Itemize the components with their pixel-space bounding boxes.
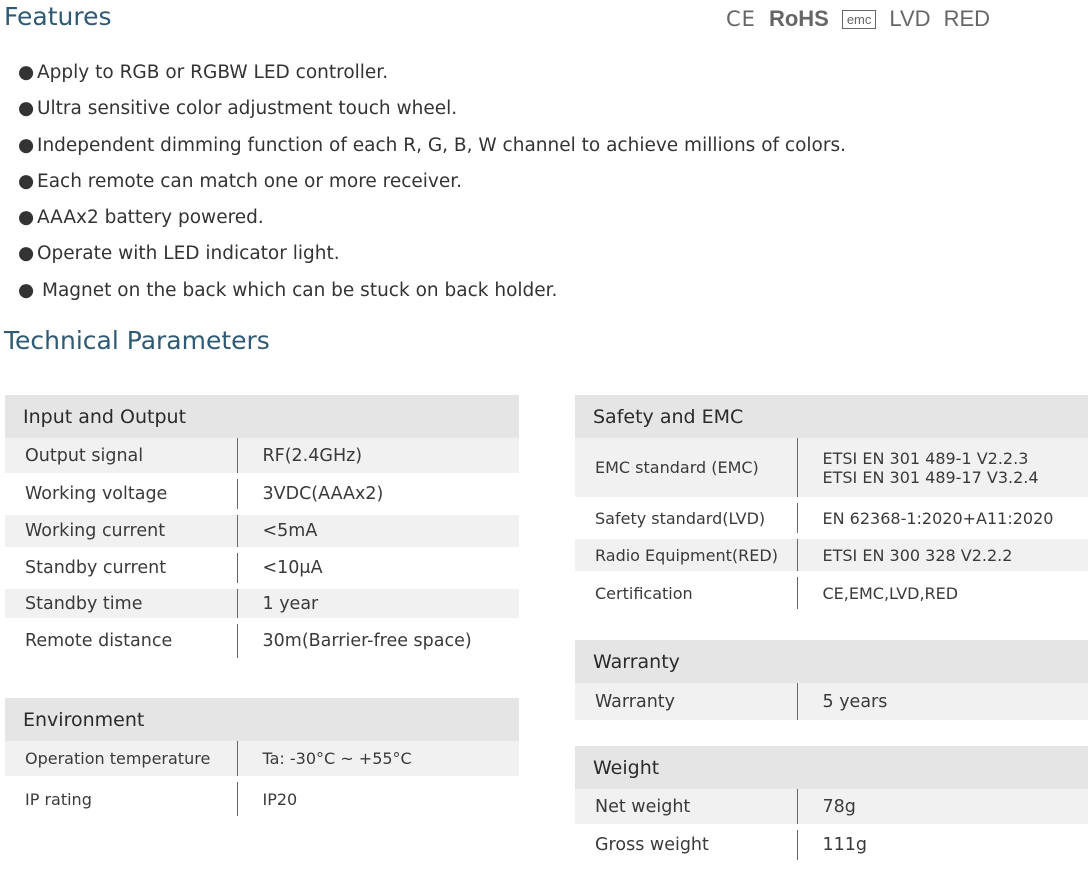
param-label: Output signal [5, 438, 237, 476]
param-value: 78g [797, 789, 1088, 827]
table-header [5, 395, 519, 438]
feature-text: Independent dimming function of each R, G, B, W channel to achieve millions of colors. [37, 134, 846, 156]
param-value: CE,EMC,LVD,RED [797, 574, 1088, 612]
feature-item [18, 56, 846, 92]
input-output-table [5, 395, 519, 664]
param-value: <10μA [237, 550, 519, 586]
param-label: Certification [575, 574, 797, 612]
warranty-title: Warranty [575, 640, 1088, 683]
feature-text: Each remote can match one or more receiver. [37, 170, 463, 192]
emc-standard-line: ETSI EN 301 489-17 V3.2.4 [822, 467, 1039, 487]
feature-text: Operate with LED indicator light. [37, 243, 340, 265]
param-label: Safety standard(LVD) [575, 500, 797, 536]
feature-text: Apply to RGB or RGBW LED controller. [37, 62, 389, 83]
table-row [575, 827, 1088, 863]
bullet-icon: ● [18, 98, 35, 120]
table-row [5, 512, 519, 550]
param-label: Working voltage [5, 476, 237, 512]
environment-title: Environment [5, 698, 519, 741]
param-value: Ta: -30°C ~ +55°C [237, 741, 519, 779]
emc-standard-line: ETSI EN 301 489-1 V2.2.3 [822, 448, 1029, 468]
param-value: 111g [797, 827, 1088, 863]
param-label: Gross weight [575, 827, 797, 863]
table-row [5, 476, 519, 512]
weight-title: Weight [575, 746, 1088, 789]
bullet-icon: ● [18, 134, 35, 156]
table-row [5, 438, 519, 476]
table-row [575, 574, 1088, 612]
table-row [575, 683, 1088, 723]
features-heading: Features [4, 2, 112, 31]
param-value [797, 438, 1088, 500]
feature-text: Ultra sensitive color adjustment touch wheel. [37, 98, 458, 120]
red-mark: RED [943, 6, 991, 31]
bullet-icon: ● [18, 170, 35, 192]
emc-mark-icon: emc [842, 10, 877, 29]
param-value: IP20 [237, 779, 519, 819]
param-value: 30m(Barrier-free space) [237, 621, 519, 661]
safety-emc-title: Safety and EMC [575, 395, 1088, 438]
param-value: RF(2.4GHz) [237, 438, 519, 476]
bullet-icon: ● [18, 243, 35, 265]
table-row [5, 586, 519, 621]
table-row [575, 536, 1088, 574]
table-row [575, 438, 1088, 500]
param-label: Standby current [5, 550, 237, 586]
param-value: 5 years [797, 683, 1088, 723]
param-label: Warranty [575, 683, 797, 723]
table-header [575, 640, 1088, 683]
features-list [18, 56, 846, 310]
table-row [5, 621, 519, 661]
param-label: Working current [5, 512, 237, 550]
table-row [575, 789, 1088, 827]
param-label: IP rating [5, 779, 237, 819]
table-row [575, 500, 1088, 536]
table-header [575, 395, 1088, 438]
ce-mark-icon: CE [726, 7, 756, 31]
param-label: Remote distance [5, 621, 237, 661]
param-value: 1 year [237, 586, 519, 621]
rohs-mark-icon: RoHS [768, 6, 829, 31]
safety-emc-table [575, 395, 1088, 615]
feature-text: Magnet on the back which can be stuck on back holder. [42, 279, 558, 301]
bullet-icon: ● [18, 207, 35, 229]
feature-item [18, 92, 846, 128]
param-value: 3VDC(AAAx2) [237, 476, 519, 512]
feature-item [18, 274, 846, 310]
environment-table [5, 698, 519, 822]
param-value: EN 62368-1:2020+A11:2020 [797, 500, 1088, 536]
feature-item [18, 201, 846, 237]
feature-item [18, 165, 846, 201]
table-row [5, 741, 519, 779]
bullet-icon: ● [18, 62, 35, 83]
param-label: Standby time [5, 586, 237, 621]
feature-item [18, 129, 846, 165]
param-value: <5mA [237, 512, 519, 550]
param-value: ETSI EN 300 328 V2.2.2 [797, 536, 1088, 574]
warranty-table [575, 640, 1088, 726]
feature-text: AAAx2 battery powered. [37, 207, 264, 229]
lvd-mark: LVD [889, 6, 931, 31]
table-header [575, 746, 1088, 789]
param-label: Operation temperature [5, 741, 237, 779]
bullet-icon: ● [18, 279, 35, 301]
table-row [5, 550, 519, 586]
feature-item [18, 237, 846, 273]
param-label: EMC standard (EMC) [575, 438, 797, 500]
param-label: Radio Equipment(RED) [575, 536, 797, 574]
weight-table [575, 746, 1088, 866]
param-label: Net weight [575, 789, 797, 827]
input-output-title: Input and Output [5, 395, 519, 438]
table-header [5, 698, 519, 741]
technical-parameters-heading: Technical Parameters [4, 326, 270, 355]
certification-marks [726, 4, 990, 34]
table-row [5, 779, 519, 819]
